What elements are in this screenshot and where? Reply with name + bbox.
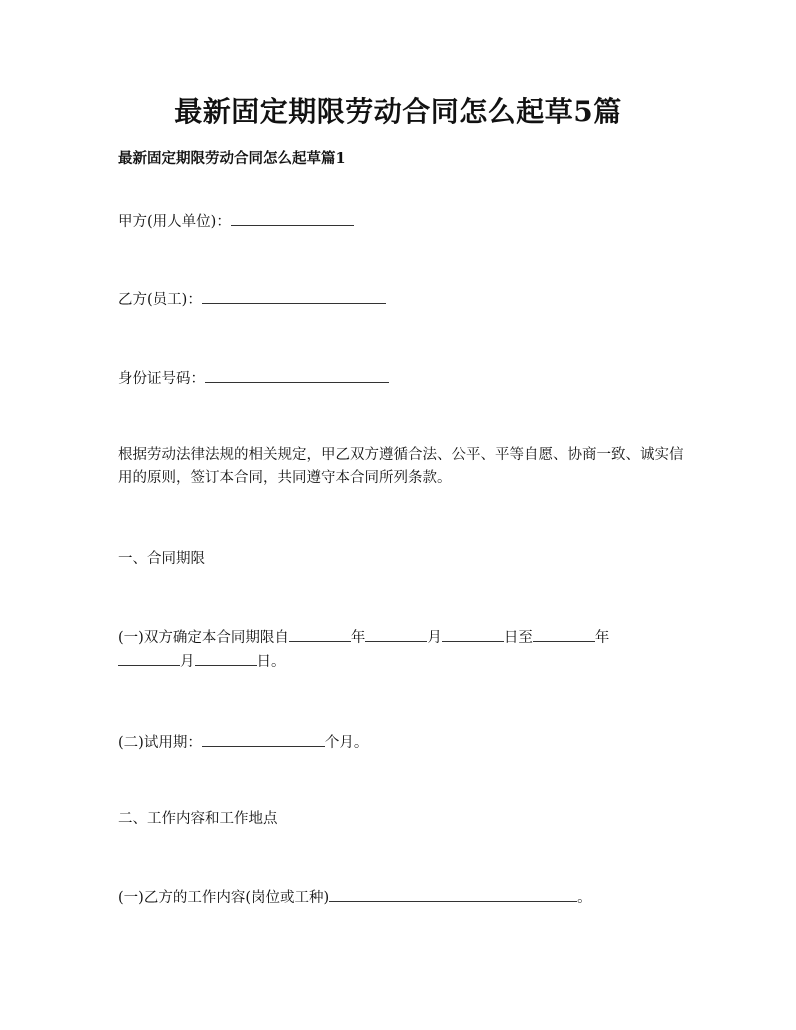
day-to-label: 日至: [503, 630, 533, 646]
section-subtitle: 最新固定期限劳动合同怎么起草篇1: [118, 150, 346, 167]
party-b-line: [118, 288, 386, 311]
section-1-heading: 一、合同期限: [118, 551, 205, 567]
start-month-blank[interactable]: [365, 626, 427, 642]
party-b-blank[interactable]: [202, 288, 386, 304]
probation-clause: [118, 731, 368, 754]
probation-blank[interactable]: [202, 731, 325, 747]
id-number-line: [118, 367, 389, 390]
end-year-blank[interactable]: [533, 626, 595, 642]
id-number-blank[interactable]: [205, 367, 389, 383]
probation-suffix: 个月。: [324, 735, 369, 751]
year-label: 年: [350, 630, 366, 646]
job-content-clause: [118, 886, 592, 909]
day-end-label: 日。: [256, 654, 286, 670]
year-label: 年: [594, 630, 610, 646]
id-number-label: 身份证号码：: [118, 371, 205, 387]
job-content-blank[interactable]: [329, 886, 577, 902]
start-day-blank[interactable]: [442, 626, 504, 642]
month-label: 月: [180, 654, 195, 670]
term-clause-prefix: (一)双方确定本合同期限自: [118, 630, 289, 646]
end-month-blank[interactable]: [118, 650, 180, 666]
party-b-label: 乙方(员工)：: [118, 292, 202, 308]
job-content-label: (一)乙方的工作内容(岗位或工种): [118, 890, 330, 906]
probation-label: (二)试用期：: [118, 735, 202, 751]
month-label: 月: [427, 630, 442, 646]
term-clause: [118, 626, 688, 674]
preamble-paragraph: 根据劳动法律法规的相关规定，甲乙双方遵循合法、公平、平等自愿、协商一致、诚实信用的原则，签订本合同，共同遵守本合同所列条款。: [118, 447, 684, 486]
party-a-blank[interactable]: [231, 210, 354, 226]
job-content-suffix: 。: [577, 890, 592, 906]
document-title: 最新固定期限劳动合同怎么起草5篇: [174, 95, 622, 128]
end-day-blank[interactable]: [195, 650, 257, 666]
party-a-label: 甲方(用人单位)：: [118, 214, 231, 230]
section-2-heading: 二、工作内容和工作地点: [118, 811, 278, 827]
start-year-blank[interactable]: [289, 626, 351, 642]
party-a-line: [118, 210, 354, 233]
